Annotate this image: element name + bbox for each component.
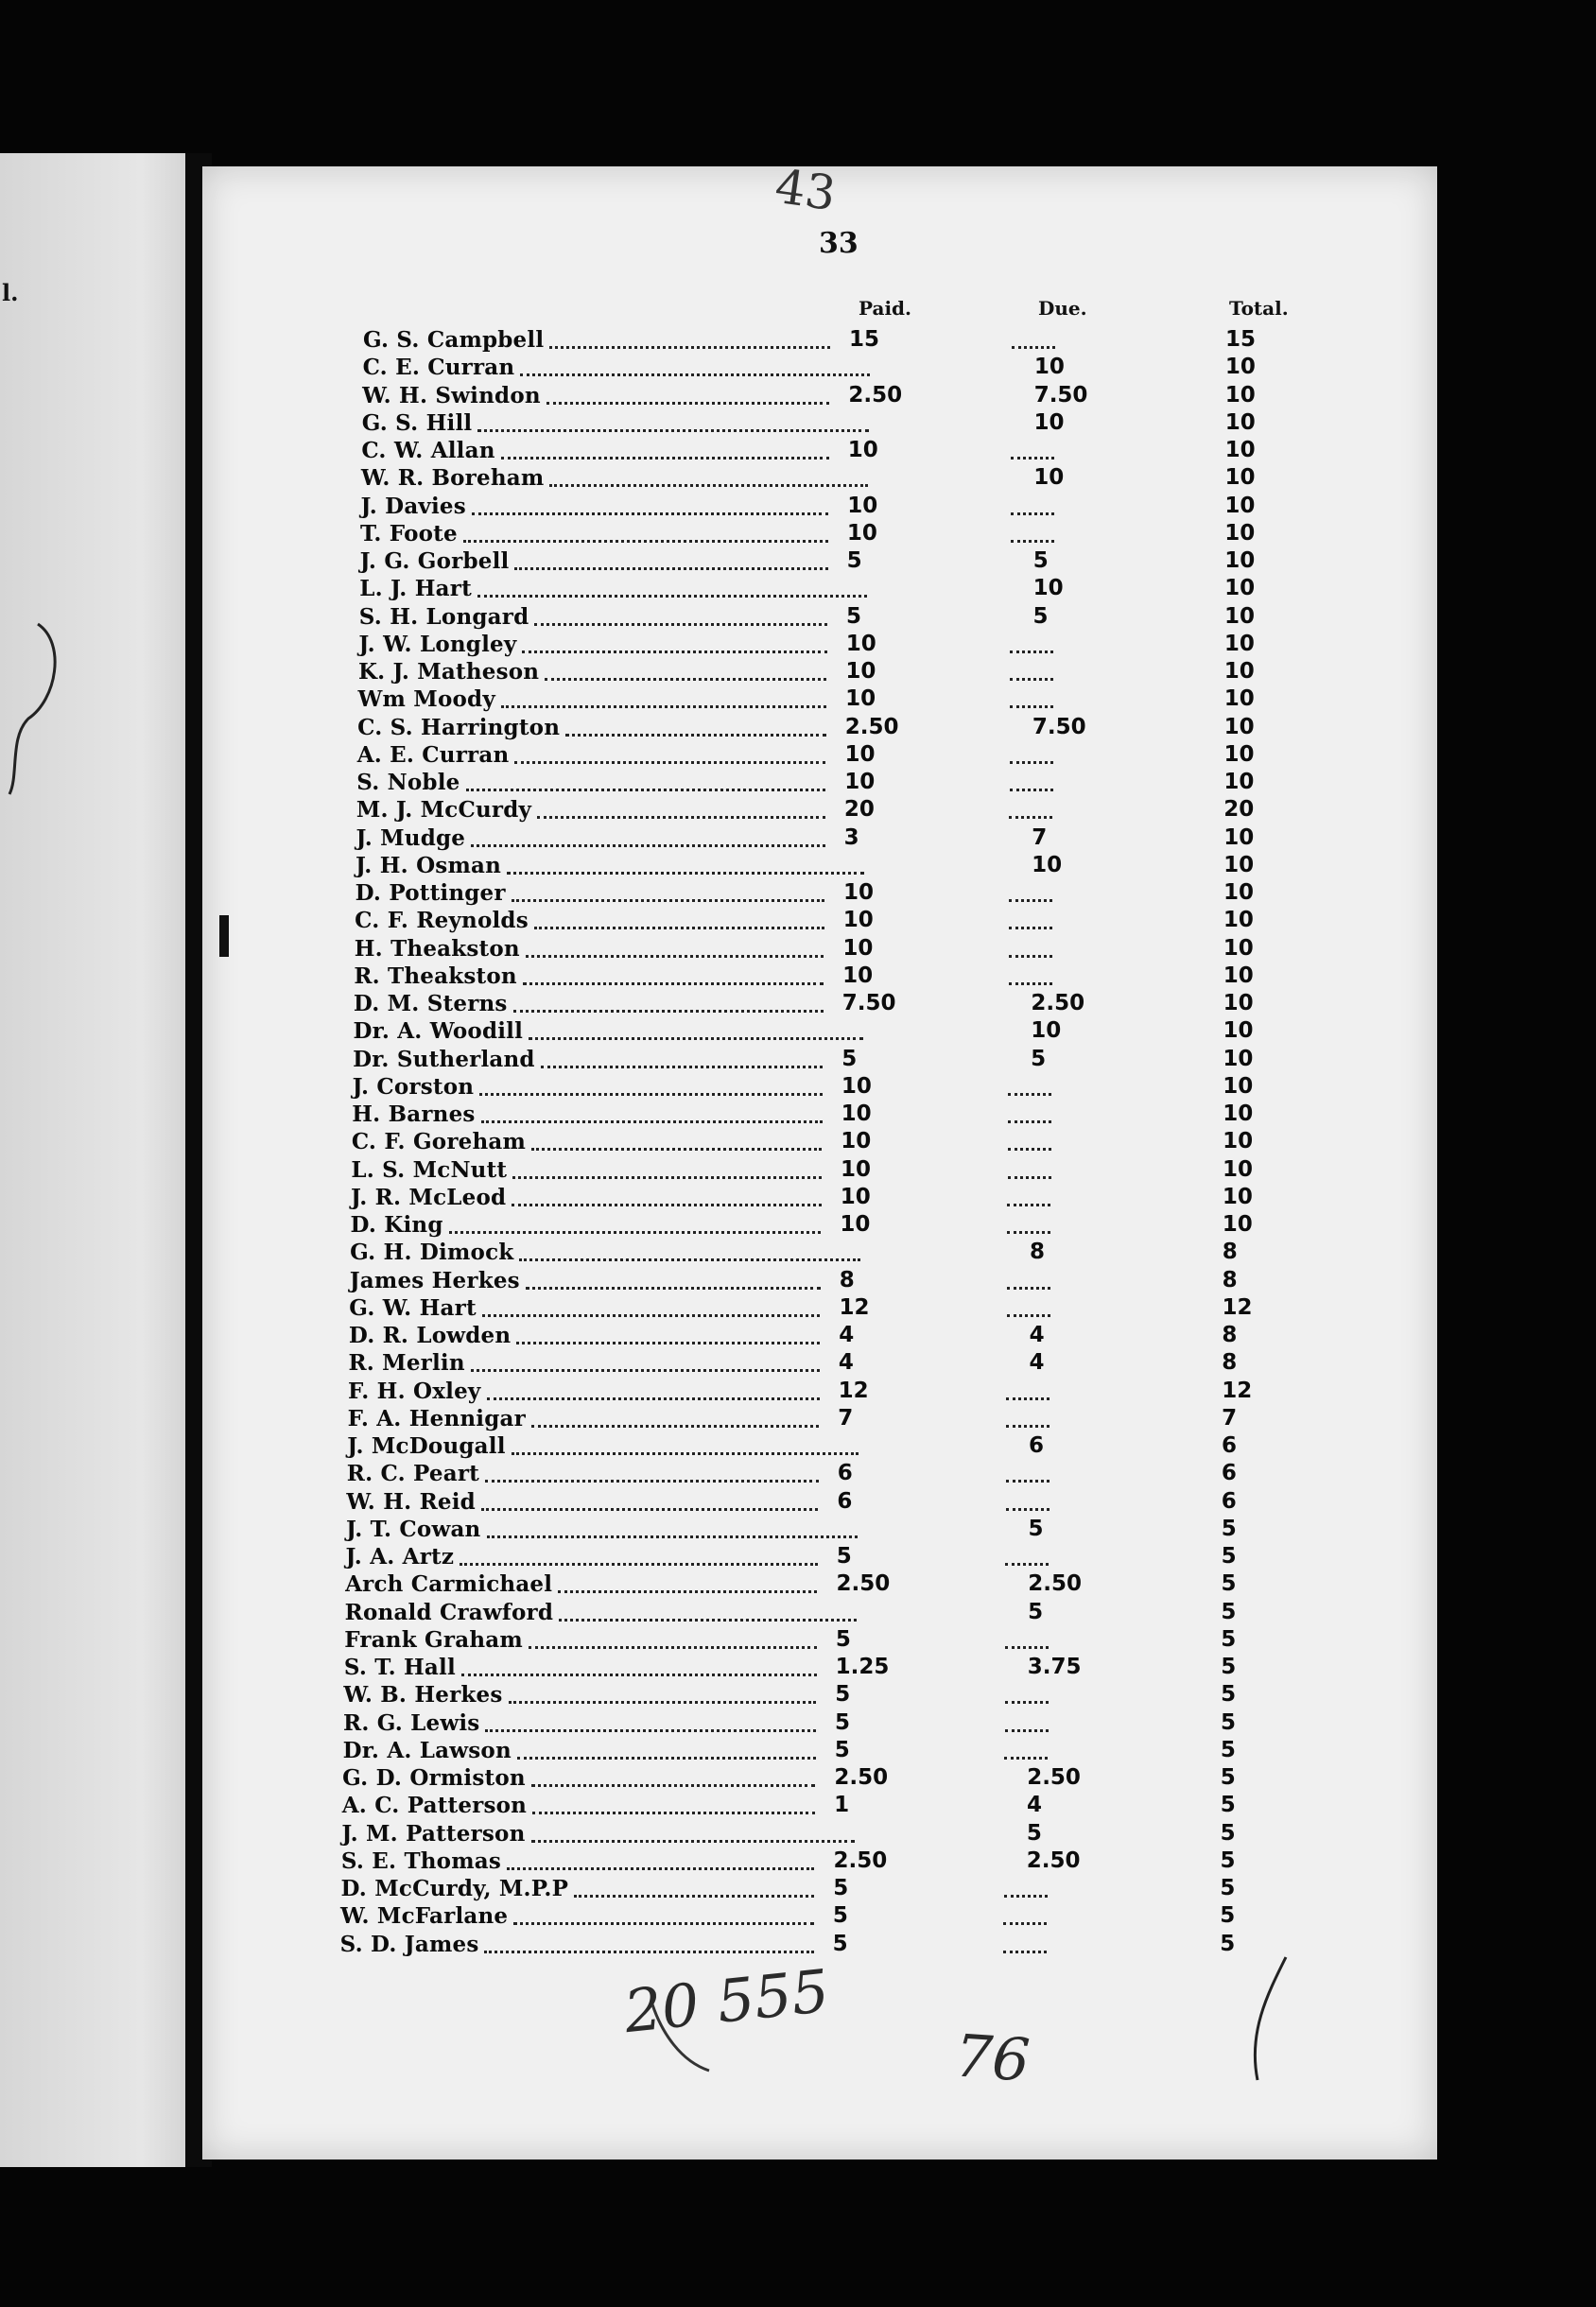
due-amount: 7 bbox=[1032, 824, 1048, 850]
total-amount: 10 bbox=[1223, 714, 1255, 739]
member-name: D. McCurdy, M.P.P bbox=[340, 1876, 569, 1901]
due-amount: 4 bbox=[1029, 1323, 1045, 1347]
member-name: F. H. Oxley bbox=[348, 1378, 481, 1404]
total-amount: 10 bbox=[1223, 852, 1255, 877]
total-amount: 7 bbox=[1222, 1405, 1238, 1431]
paid-amount: 12 bbox=[839, 1294, 870, 1320]
paid-amount: 2.50 bbox=[836, 1571, 891, 1597]
total-amount: 10 bbox=[1223, 631, 1255, 656]
paid-amount: 2.50 bbox=[848, 382, 903, 408]
total-amount: 10 bbox=[1223, 824, 1255, 850]
member-name: James Herkes bbox=[349, 1267, 520, 1293]
member-name: L. J. Hart bbox=[359, 576, 472, 602]
left-page-edge-text: l. bbox=[2, 279, 19, 306]
total-amount: 10 bbox=[1223, 770, 1255, 794]
total-amount: 10 bbox=[1223, 1101, 1254, 1126]
member-name: J. Mudge bbox=[356, 824, 466, 851]
total-amount: 8 bbox=[1222, 1323, 1238, 1347]
paid-column-header: Paid. bbox=[859, 297, 912, 320]
total-amount: 6 bbox=[1222, 1433, 1238, 1458]
member-name: L. S. McNutt bbox=[351, 1156, 508, 1183]
member-name: D. Pottinger bbox=[355, 880, 506, 906]
due-amount: 8 bbox=[1030, 1240, 1046, 1265]
member-name: J. H. Osman bbox=[356, 852, 502, 878]
member-name: J. A. Artz bbox=[345, 1544, 455, 1570]
member-name: S. Noble bbox=[356, 770, 460, 795]
total-amount: 10 bbox=[1224, 355, 1256, 380]
total-amount: 5 bbox=[1220, 1737, 1236, 1762]
total-amount: 8 bbox=[1222, 1267, 1238, 1292]
paid-amount: 7 bbox=[838, 1405, 854, 1431]
total-amount: 10 bbox=[1223, 880, 1255, 905]
member-name: S. T. Hall bbox=[343, 1655, 456, 1680]
paid-amount: 2.50 bbox=[844, 714, 899, 739]
total-amount: 10 bbox=[1223, 659, 1255, 684]
member-name: G. S. Hill bbox=[361, 409, 473, 436]
paid-amount: 5 bbox=[833, 1876, 849, 1900]
total-amount: 10 bbox=[1223, 741, 1255, 767]
due-amount: 5 bbox=[1032, 548, 1049, 573]
due-amount: 10 bbox=[1033, 355, 1065, 380]
total-amount: 5 bbox=[1220, 1765, 1236, 1790]
member-name: D. M. Sterns bbox=[353, 991, 508, 1016]
paid-amount: 20 bbox=[843, 797, 875, 823]
member-name: A. E. Curran bbox=[356, 741, 510, 768]
member-name: J. W. Longley bbox=[358, 631, 517, 657]
member-name: D. King bbox=[350, 1212, 443, 1238]
paid-amount: 10 bbox=[847, 493, 878, 518]
total-amount: 10 bbox=[1223, 1073, 1254, 1099]
due-amount: 7.50 bbox=[1033, 382, 1088, 408]
due-amount: 3.75 bbox=[1027, 1655, 1082, 1679]
total-amount: 10 bbox=[1223, 1156, 1254, 1182]
member-name: C. W. Allan bbox=[361, 438, 495, 463]
paid-amount: 5 bbox=[835, 1709, 851, 1735]
handwritten-note-top: 43 bbox=[772, 158, 840, 222]
total-amount: 6 bbox=[1221, 1461, 1237, 1486]
member-name: G. D. Ormiston bbox=[342, 1765, 526, 1791]
due-amount: 5 bbox=[1026, 1820, 1042, 1846]
total-amount: 5 bbox=[1220, 1793, 1236, 1818]
member-name: J. G. Gorbell bbox=[359, 548, 510, 574]
due-amount: 6 bbox=[1029, 1433, 1045, 1458]
total-amount: 5 bbox=[1221, 1709, 1237, 1735]
member-name: Dr. Sutherland bbox=[353, 1046, 535, 1072]
total-amount: 10 bbox=[1223, 963, 1254, 988]
due-amount: 5 bbox=[1028, 1516, 1044, 1541]
paid-amount: 10 bbox=[841, 1129, 872, 1154]
paid-amount: 10 bbox=[842, 908, 874, 933]
total-amount: 5 bbox=[1220, 1903, 1236, 1929]
member-name: G. H. Dimock bbox=[350, 1240, 514, 1266]
due-amount: 2.50 bbox=[1026, 1847, 1081, 1873]
member-name: R. Theakston bbox=[354, 963, 517, 989]
paid-amount: 5 bbox=[834, 1737, 850, 1762]
member-name: C. F. Reynolds bbox=[355, 908, 529, 934]
member-name: K. J. Matheson bbox=[357, 659, 540, 685]
total-amount: 5 bbox=[1221, 1655, 1237, 1679]
total-amount: 10 bbox=[1224, 382, 1256, 408]
total-amount: 5 bbox=[1220, 1820, 1236, 1846]
member-name: F. A. Hennigar bbox=[347, 1405, 526, 1431]
member-name: Dr. A. Woodill bbox=[353, 1018, 524, 1045]
member-name: G. S. Campbell bbox=[363, 327, 545, 353]
paid-amount: 10 bbox=[842, 935, 874, 961]
member-name: C. E. Curran bbox=[362, 355, 515, 381]
member-name: M. J. McCurdy bbox=[356, 797, 532, 824]
due-amount: 10 bbox=[1032, 852, 1063, 877]
handwritten-note-bottom-left: 20 555 bbox=[620, 1955, 833, 2047]
member-name: S. H. Longard bbox=[358, 603, 529, 630]
total-amount: 10 bbox=[1224, 576, 1256, 601]
paid-amount: 10 bbox=[843, 880, 875, 905]
paid-amount: 4 bbox=[839, 1323, 855, 1347]
total-amount: 5 bbox=[1221, 1682, 1237, 1708]
member-name: W. B. Herkes bbox=[343, 1682, 503, 1709]
member-name: T. Foote bbox=[360, 520, 458, 546]
paid-amount: 10 bbox=[844, 770, 876, 794]
member-name: G. W. Hart bbox=[349, 1294, 477, 1321]
paid-amount: 10 bbox=[847, 438, 878, 462]
member-name: J. M. Patterson bbox=[341, 1820, 526, 1847]
member-name: H. Theakston bbox=[354, 935, 520, 962]
total-amount: 5 bbox=[1221, 1626, 1237, 1652]
member-name: W. R. Boreham bbox=[360, 465, 545, 492]
page-number: 33 bbox=[819, 227, 859, 260]
due-amount: 10 bbox=[1032, 576, 1064, 601]
total-amount: 10 bbox=[1223, 908, 1254, 933]
paid-amount: 10 bbox=[844, 741, 876, 767]
due-amount: 2.50 bbox=[1027, 1765, 1081, 1790]
paid-amount: 7.50 bbox=[841, 991, 896, 1015]
total-amount: 5 bbox=[1221, 1599, 1237, 1624]
paid-amount: 10 bbox=[841, 1073, 872, 1099]
total-amount: 6 bbox=[1221, 1488, 1237, 1514]
member-name: C. S. Harrington bbox=[357, 714, 561, 740]
member-name: H. Barnes bbox=[352, 1101, 476, 1127]
member-name: Dr. A. Lawson bbox=[342, 1737, 512, 1763]
due-amount: 2.50 bbox=[1031, 991, 1085, 1015]
total-amount: 10 bbox=[1223, 1018, 1254, 1044]
due-amount: 4 bbox=[1027, 1793, 1043, 1818]
total-amount: 10 bbox=[1224, 603, 1256, 629]
total-amount: 10 bbox=[1223, 686, 1255, 712]
total-amount: 5 bbox=[1220, 1847, 1236, 1873]
total-amount: 5 bbox=[1221, 1516, 1237, 1541]
due-amount: 10 bbox=[1033, 465, 1065, 491]
total-amount: 10 bbox=[1223, 1046, 1254, 1071]
ink-blot bbox=[219, 915, 229, 957]
total-amount: 10 bbox=[1224, 465, 1256, 491]
total-column-header: Total. bbox=[1229, 297, 1289, 320]
right-margin-scribble bbox=[1255, 1957, 1286, 2080]
member-name: Frank Graham bbox=[344, 1626, 523, 1653]
total-amount: 20 bbox=[1223, 797, 1255, 823]
paid-amount: 5 bbox=[846, 548, 862, 573]
total-amount: 5 bbox=[1221, 1571, 1237, 1597]
paid-amount: 10 bbox=[845, 631, 876, 656]
due-column-header: Due. bbox=[1038, 297, 1087, 320]
member-name: A. C. Patterson bbox=[341, 1793, 528, 1819]
paid-amount: 12 bbox=[838, 1378, 869, 1403]
member-name: S. D. James bbox=[339, 1931, 479, 1957]
paid-amount: 3 bbox=[843, 824, 859, 850]
paid-amount: 5 bbox=[832, 1931, 848, 1956]
member-name: J. McDougall bbox=[347, 1433, 506, 1459]
paid-amount: 4 bbox=[838, 1350, 854, 1376]
total-amount: 5 bbox=[1220, 1931, 1236, 1956]
member-name: W. H. Reid bbox=[346, 1488, 476, 1515]
due-amount: 10 bbox=[1033, 409, 1065, 435]
paid-amount: 10 bbox=[841, 1156, 872, 1182]
paid-amount: 2.50 bbox=[834, 1765, 889, 1790]
paid-amount: 6 bbox=[837, 1488, 853, 1514]
due-amount: 7.50 bbox=[1032, 714, 1086, 739]
paid-amount: 10 bbox=[846, 520, 877, 546]
due-amount: 5 bbox=[1031, 1046, 1047, 1071]
paid-amount: 6 bbox=[837, 1461, 853, 1486]
paid-amount: 5 bbox=[841, 1046, 858, 1071]
paid-amount: 5 bbox=[836, 1544, 852, 1569]
paid-amount: 1.25 bbox=[835, 1655, 890, 1679]
due-amount: 10 bbox=[1031, 1018, 1062, 1044]
member-name: R. C. Peart bbox=[346, 1461, 479, 1487]
total-amount: 10 bbox=[1223, 935, 1254, 961]
due-amount: 5 bbox=[1028, 1599, 1044, 1624]
paid-amount: 5 bbox=[846, 603, 862, 629]
paid-amount: 8 bbox=[839, 1267, 855, 1292]
paid-amount: 10 bbox=[845, 659, 876, 684]
member-name: R. Merlin bbox=[348, 1350, 465, 1377]
handwritten-note-bottom-right: 76 bbox=[952, 2021, 1032, 2095]
paid-amount: 10 bbox=[842, 963, 874, 988]
paid-amount: 10 bbox=[841, 1101, 872, 1126]
total-amount: 5 bbox=[1221, 1544, 1237, 1569]
member-name: W. McFarlane bbox=[340, 1903, 509, 1930]
member-name: C. F. Goreham bbox=[351, 1129, 527, 1155]
due-amount: 4 bbox=[1029, 1350, 1045, 1376]
member-name: Ronald Crawford bbox=[344, 1599, 554, 1625]
total-amount: 10 bbox=[1224, 548, 1256, 573]
paid-amount: 10 bbox=[840, 1184, 871, 1209]
total-amount: 10 bbox=[1222, 1184, 1253, 1209]
paid-amount: 15 bbox=[849, 327, 880, 352]
total-amount: 10 bbox=[1223, 991, 1254, 1015]
total-amount: 12 bbox=[1222, 1378, 1253, 1403]
total-amount: 10 bbox=[1224, 493, 1256, 518]
total-amount: 10 bbox=[1224, 438, 1256, 462]
bottom-scribble bbox=[652, 2004, 709, 2071]
left-margin-scribble bbox=[9, 624, 55, 794]
paid-amount: 10 bbox=[845, 686, 876, 712]
total-amount: 8 bbox=[1222, 1240, 1238, 1265]
paid-amount: 5 bbox=[832, 1903, 848, 1929]
paid-amount: 5 bbox=[835, 1626, 851, 1652]
paid-amount: 10 bbox=[840, 1212, 871, 1237]
total-amount: 10 bbox=[1223, 1129, 1254, 1154]
due-amount: 2.50 bbox=[1028, 1571, 1082, 1597]
total-amount: 10 bbox=[1222, 1212, 1253, 1237]
member-name: W. H. Swindon bbox=[362, 382, 541, 408]
member-name: J. Corston bbox=[352, 1073, 475, 1100]
due-amount: 5 bbox=[1032, 603, 1049, 629]
total-amount: 8 bbox=[1222, 1350, 1238, 1376]
paid-amount: 2.50 bbox=[833, 1847, 888, 1873]
member-name: J. T. Cowan bbox=[345, 1516, 481, 1542]
member-name: R. G. Lewis bbox=[343, 1709, 480, 1736]
member-name: Arch Carmichael bbox=[345, 1571, 553, 1598]
paid-amount: 5 bbox=[835, 1682, 851, 1708]
total-amount: 15 bbox=[1225, 327, 1257, 352]
member-name: D. R. Lowden bbox=[348, 1323, 512, 1348]
member-name: S. E. Thomas bbox=[340, 1847, 502, 1874]
member-name: J. R. McLeod bbox=[350, 1184, 507, 1210]
total-amount: 5 bbox=[1220, 1876, 1236, 1900]
total-amount: 10 bbox=[1224, 409, 1256, 435]
member-name: J. Davies bbox=[360, 493, 466, 519]
paid-amount: 1 bbox=[834, 1793, 850, 1818]
member-name: Wm Moody bbox=[357, 686, 495, 713]
total-amount: 10 bbox=[1224, 520, 1256, 546]
total-amount: 12 bbox=[1222, 1294, 1253, 1320]
